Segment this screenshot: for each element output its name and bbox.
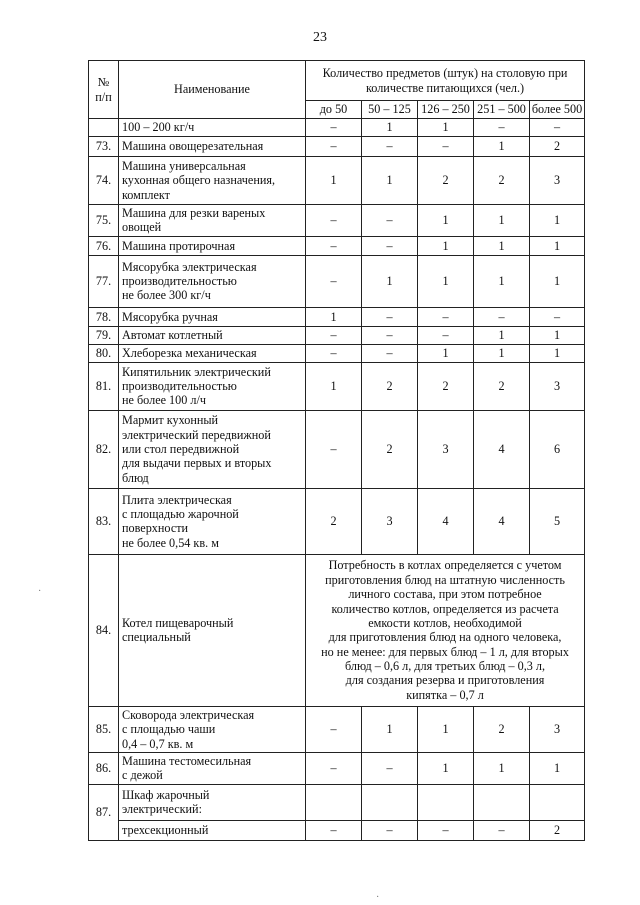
item-name — [119, 157, 306, 205]
quantity-cell: 1 — [362, 157, 418, 205]
quantity-cell: 2 — [474, 157, 530, 205]
quantity-cell: 1 — [418, 255, 474, 307]
scan-speck: · — [38, 586, 42, 597]
item-name-line: Шкаф жарочный — [122, 788, 210, 803]
item-name — [119, 752, 306, 784]
table-row — [89, 157, 585, 205]
row-number: 74. — [89, 157, 119, 205]
row-number: 83. — [89, 488, 119, 554]
item-name — [119, 119, 306, 137]
item-name-line: Машина овощерезательная — [122, 139, 264, 154]
quantity-cell: 4 — [474, 410, 530, 488]
quantity-cell: 1 — [474, 205, 530, 237]
item-name-line: Кипятильник электрический — [122, 364, 271, 379]
row-number: 73. — [89, 137, 119, 157]
header-group: более 500 — [530, 101, 585, 119]
quantity-cell: 2 — [474, 362, 530, 410]
header-group: 126 – 250 — [418, 101, 474, 119]
quantity-cell: 1 — [362, 119, 418, 137]
item-name-line: электрический передвижной — [122, 427, 271, 442]
item-note-line: емкости котлов, необходимой — [368, 615, 522, 630]
header-row-top — [89, 61, 585, 101]
table-row — [89, 362, 585, 410]
quantity-cell: – — [362, 137, 418, 157]
item-name — [119, 137, 306, 157]
table-row — [89, 820, 585, 840]
table-row — [89, 784, 585, 820]
row-number: 85. — [89, 706, 119, 752]
quantity-cell: – — [362, 236, 418, 255]
item-name-line: не более 0,54 кв. м — [122, 535, 219, 550]
quantity-cell — [530, 784, 585, 820]
quantity-cell: – — [362, 205, 418, 237]
quantity-cell: 3 — [362, 488, 418, 554]
quantity-cell: 1 — [530, 255, 585, 307]
quantity-cell: – — [418, 820, 474, 840]
item-name-line: электрический: — [122, 802, 202, 817]
item-note-line: личного состава, при этом потребное — [348, 587, 542, 602]
quantity-cell: 2 — [474, 706, 530, 752]
item-name-line: комплект — [122, 187, 170, 202]
quantity-cell: 2 — [362, 410, 418, 488]
row-number: 82. — [89, 410, 119, 488]
quantity-cell: – — [306, 820, 362, 840]
item-name-line: поверхности — [122, 521, 189, 536]
page-number: 23 — [313, 30, 327, 45]
item-name-line: с площадью чаши — [122, 722, 216, 737]
header-name: Наименование — [119, 61, 306, 119]
table-body — [89, 119, 585, 841]
quantity-cell: 1 — [474, 752, 530, 784]
table-row — [89, 344, 585, 362]
table-row — [89, 255, 585, 307]
row-number: 76. — [89, 236, 119, 255]
quantity-cell: 3 — [530, 157, 585, 205]
item-name-line: кухонная общего назначения, — [122, 173, 276, 188]
quantity-cell: 2 — [306, 488, 362, 554]
item-name-line: Мармит кухонный — [122, 413, 219, 428]
quantity-cell: – — [362, 820, 418, 840]
item-name-line: Хлеборезка механическая — [122, 346, 257, 361]
quantity-cell: 1 — [306, 157, 362, 205]
quantity-cell: – — [306, 119, 362, 137]
item-name-line: Машина тестомесильная — [122, 754, 252, 769]
quantity-cell: – — [418, 137, 474, 157]
row-number: 78. — [89, 307, 119, 326]
quantity-cell: 1 — [418, 205, 474, 237]
item-name-line: Машина протирочная — [122, 238, 236, 253]
item-name-line: Машина универсальная — [122, 158, 246, 173]
quantity-cell: 1 — [418, 344, 474, 362]
item-note-line: приготовления блюд на штатную численность — [325, 572, 565, 587]
quantity-cell: 1 — [362, 706, 418, 752]
item-note-line: Потребность в котлах определяется с учетом — [328, 558, 562, 573]
quantity-cell: – — [306, 410, 362, 488]
table-row — [89, 137, 585, 157]
item-name-line: с дежой — [122, 768, 163, 783]
item-name-line: Плита электрическая — [122, 492, 232, 507]
header-group: 251 – 500 — [474, 101, 530, 119]
item-name-line: специальный — [122, 630, 191, 645]
quantity-cell: 3 — [530, 706, 585, 752]
row-number: 81. — [89, 362, 119, 410]
row-number: 75. — [89, 205, 119, 237]
item-name-line: для выдачи первых и вторых — [122, 456, 272, 471]
quantity-cell: – — [362, 752, 418, 784]
table-row — [89, 205, 585, 237]
item-name — [119, 255, 306, 307]
equipment-table — [88, 60, 585, 841]
table-row — [89, 236, 585, 255]
item-name — [119, 362, 306, 410]
quantity-cell: – — [530, 307, 585, 326]
item-note-line: кипятка – 0,7 л — [406, 687, 484, 702]
quantity-cell: 1 — [474, 236, 530, 255]
quantity-cell: – — [306, 752, 362, 784]
item-name — [119, 205, 306, 237]
item-name — [119, 307, 306, 326]
table-row — [89, 307, 585, 326]
header-group: 50 – 125 — [362, 101, 418, 119]
quantity-cell: – — [306, 255, 362, 307]
quantity-cell: – — [306, 344, 362, 362]
item-name-line: Котел пищеварочный — [122, 615, 234, 630]
item-name — [119, 820, 306, 840]
quantity-cell: 1 — [474, 137, 530, 157]
quantity-cell: – — [418, 326, 474, 344]
quantity-cell: 1 — [474, 326, 530, 344]
header-number — [89, 61, 119, 119]
quantity-cell: 1 — [530, 344, 585, 362]
quantity-cell: – — [362, 307, 418, 326]
item-name-line: производительностью — [122, 379, 237, 394]
item-name-line: производительностью — [122, 274, 237, 289]
row-number: 87. — [89, 784, 119, 840]
quantity-cell: 1 — [418, 706, 474, 752]
item-name-line: трехсекционный — [122, 823, 209, 838]
item-name — [119, 784, 306, 820]
quantity-cell: 1 — [362, 255, 418, 307]
quantity-cell: 2 — [362, 362, 418, 410]
quantity-cell: 1 — [530, 236, 585, 255]
item-name — [119, 706, 306, 752]
item-name — [119, 488, 306, 554]
quantity-cell: 1 — [306, 362, 362, 410]
quantity-cell: 1 — [418, 752, 474, 784]
quantity-cell — [306, 784, 362, 820]
quantity-cell: 1 — [474, 255, 530, 307]
quantity-cell: 1 — [530, 205, 585, 237]
header-group: до 50 — [306, 101, 362, 119]
header-quantity: Количество предметов (штук) на столовую при количестве питающихся (чел.) — [306, 61, 585, 101]
quantity-cell: – — [306, 706, 362, 752]
quantity-cell: – — [474, 820, 530, 840]
item-name-line: не более 300 кг/ч — [122, 288, 211, 303]
item-name-line: не более 100 л/ч — [122, 393, 206, 408]
item-name-line: с площадью жарочной — [122, 506, 239, 521]
item-name-line: блюд — [122, 470, 149, 485]
quantity-cell — [418, 784, 474, 820]
quantity-cell: 4 — [474, 488, 530, 554]
quantity-cell: 2 — [530, 137, 585, 157]
item-name — [119, 554, 306, 706]
item-name-line: Сковорода электрическая — [122, 707, 255, 722]
item-name-line: Машина для резки вареных — [122, 206, 266, 220]
quantity-cell: – — [362, 326, 418, 344]
scan-speck: · — [376, 892, 380, 903]
quantity-cell: – — [306, 205, 362, 237]
item-name-line: Мясорубка электрическая — [122, 259, 257, 274]
item-name-line: Автомат котлетный — [122, 328, 223, 343]
row-number: 86. — [89, 752, 119, 784]
quantity-cell: – — [306, 236, 362, 255]
quantity-cell: – — [418, 307, 474, 326]
header-number-symbol: № — [97, 75, 110, 90]
row-number: 80. — [89, 344, 119, 362]
table-row — [89, 554, 585, 706]
row-number: 77. — [89, 255, 119, 307]
quantity-cell — [474, 784, 530, 820]
quantity-cell: 1 — [530, 326, 585, 344]
table-row — [89, 326, 585, 344]
item-name — [119, 344, 306, 362]
row-number: 79. — [89, 326, 119, 344]
item-name — [119, 236, 306, 255]
row-number — [89, 119, 119, 137]
quantity-cell: 4 — [418, 488, 474, 554]
item-name — [119, 410, 306, 488]
item-note-line: блюд – 0,6 л, для третьих блюд – 0,3 л, — [345, 659, 546, 674]
table-row — [89, 706, 585, 752]
quantity-cell: 2 — [530, 820, 585, 840]
row-number: 84. — [89, 554, 119, 706]
quantity-cell: – — [530, 119, 585, 137]
table-row — [89, 488, 585, 554]
quantity-cell: – — [474, 119, 530, 137]
quantity-cell: 5 — [530, 488, 585, 554]
quantity-cell: 1 — [418, 119, 474, 137]
quantity-cell: 2 — [418, 157, 474, 205]
item-note-line: но не менее: для первых блюд – 1 л, для вторых — [321, 644, 569, 659]
quantity-cell: – — [306, 137, 362, 157]
item-name-line: Мясорубка ручная — [122, 309, 218, 324]
item-name-line: 0,4 – 0,7 кв. м — [122, 736, 194, 751]
quantity-cell: 3 — [418, 410, 474, 488]
item-note-line: для приготовления блюд на одного человека, — [328, 630, 562, 645]
header-number-abbr: п/п — [95, 89, 112, 104]
quantity-cell: 3 — [530, 362, 585, 410]
quantity-cell — [362, 784, 418, 820]
quantity-cell: 1 — [474, 344, 530, 362]
quantity-cell: 2 — [418, 362, 474, 410]
table-row — [89, 752, 585, 784]
table-row — [89, 119, 585, 137]
item-note — [306, 554, 585, 706]
table-row — [89, 410, 585, 488]
item-name-line: овощей — [122, 220, 162, 235]
item-note-line: количество котлов, определяется из расчета — [331, 601, 559, 616]
item-name-line: или стол передвижной — [122, 442, 240, 457]
quantity-cell: 1 — [418, 236, 474, 255]
item-name — [119, 326, 306, 344]
quantity-cell: 6 — [530, 410, 585, 488]
item-note-line: для создания резерва и приготовления — [345, 673, 545, 688]
item-name-line: 100 – 200 кг/ч — [122, 120, 195, 135]
quantity-cell: 1 — [530, 752, 585, 784]
quantity-cell: 1 — [306, 307, 362, 326]
quantity-cell: – — [474, 307, 530, 326]
quantity-cell: – — [306, 326, 362, 344]
quantity-cell: – — [362, 344, 418, 362]
